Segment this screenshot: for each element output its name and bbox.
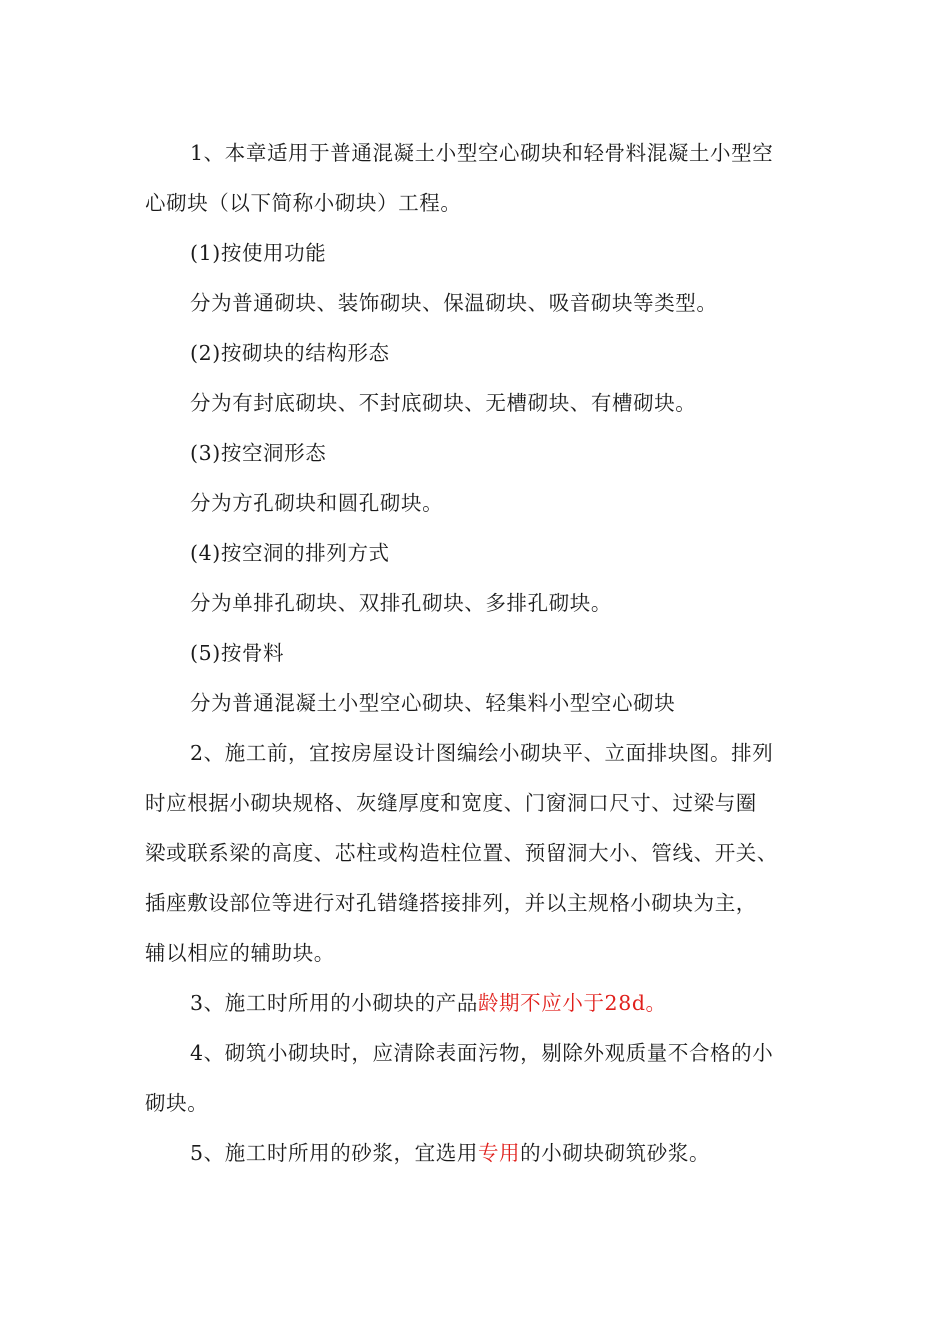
category-5-text: 分为普通混凝土小型空心砌块、轻集料小型空心砌块 (190, 691, 676, 715)
document-body (145, 128, 807, 1178)
paragraph-3-highlight: 龄期不应小于28d。 (477, 991, 667, 1015)
paragraph-5-suffix: 的小砌块砌筑砂浆。 (520, 1141, 711, 1165)
paragraph-2-line-1: 2、施工前，宜按房屋设计图编绘小砌块平、立面排块图。排列 (190, 741, 774, 765)
category-2-text: 分为有封底砌块、不封底砌块、无槽砌块、有槽砌块。 (190, 391, 697, 415)
paragraph-2-line-2: 时应根据小砌块规格、灰缝厚度和宽度、门窗洞口尺寸、过梁与圈 (145, 791, 757, 815)
category-5-heading: (5)按骨料 (190, 641, 285, 665)
paragraph-2-line-5: 辅以相应的辅助块。 (145, 941, 335, 965)
category-4-heading: (4)按空洞的排列方式 (190, 541, 390, 565)
paragraph-4-line-2: 砌块。 (145, 1091, 209, 1115)
paragraph-4-line-1: 4、砌筑小砌块时，应清除表面污物，剔除外观质量不合格的小 (190, 1041, 774, 1065)
paragraph-2-line-4: 插座敷设部位等进行对孔错缝搭接排列，并以主规格小砌块为主， (145, 891, 757, 915)
paragraph-5 (145, 1128, 807, 1178)
category-3-heading: (3)按空洞形态 (190, 441, 327, 465)
paragraph-3 (145, 978, 807, 1028)
paragraph-1-line-2: 心砌块（以下简称小砌块）工程。 (145, 191, 462, 215)
category-4-text: 分为单排孔砌块、双排孔砌块、多排孔砌块。 (190, 591, 612, 615)
paragraph-3-text: 3、施工时所用的小砌块的产品 (190, 991, 478, 1015)
paragraph-1-line-1: 1、本章适用于普通混凝土小型空心砌块和轻骨料混凝土小型空 (190, 141, 774, 165)
paragraph-5-text: 5、施工时所用的砂浆，宜选用 (190, 1141, 478, 1165)
category-3-text: 分为方孔砌块和圆孔砌块。 (190, 491, 444, 515)
category-1-heading: (1)按使用功能 (190, 241, 327, 265)
category-1-text: 分为普通砌块、装饰砌块、保温砌块、吸音砌块等类型。 (190, 291, 718, 315)
category-2-heading: (2)按砌块的结构形态 (190, 341, 390, 365)
paragraph-5-highlight: 专用 (477, 1141, 521, 1165)
paragraph-2-line-3: 梁或联系梁的高度、芯柱或构造柱位置、预留洞大小、管线、开关、 (145, 841, 778, 865)
